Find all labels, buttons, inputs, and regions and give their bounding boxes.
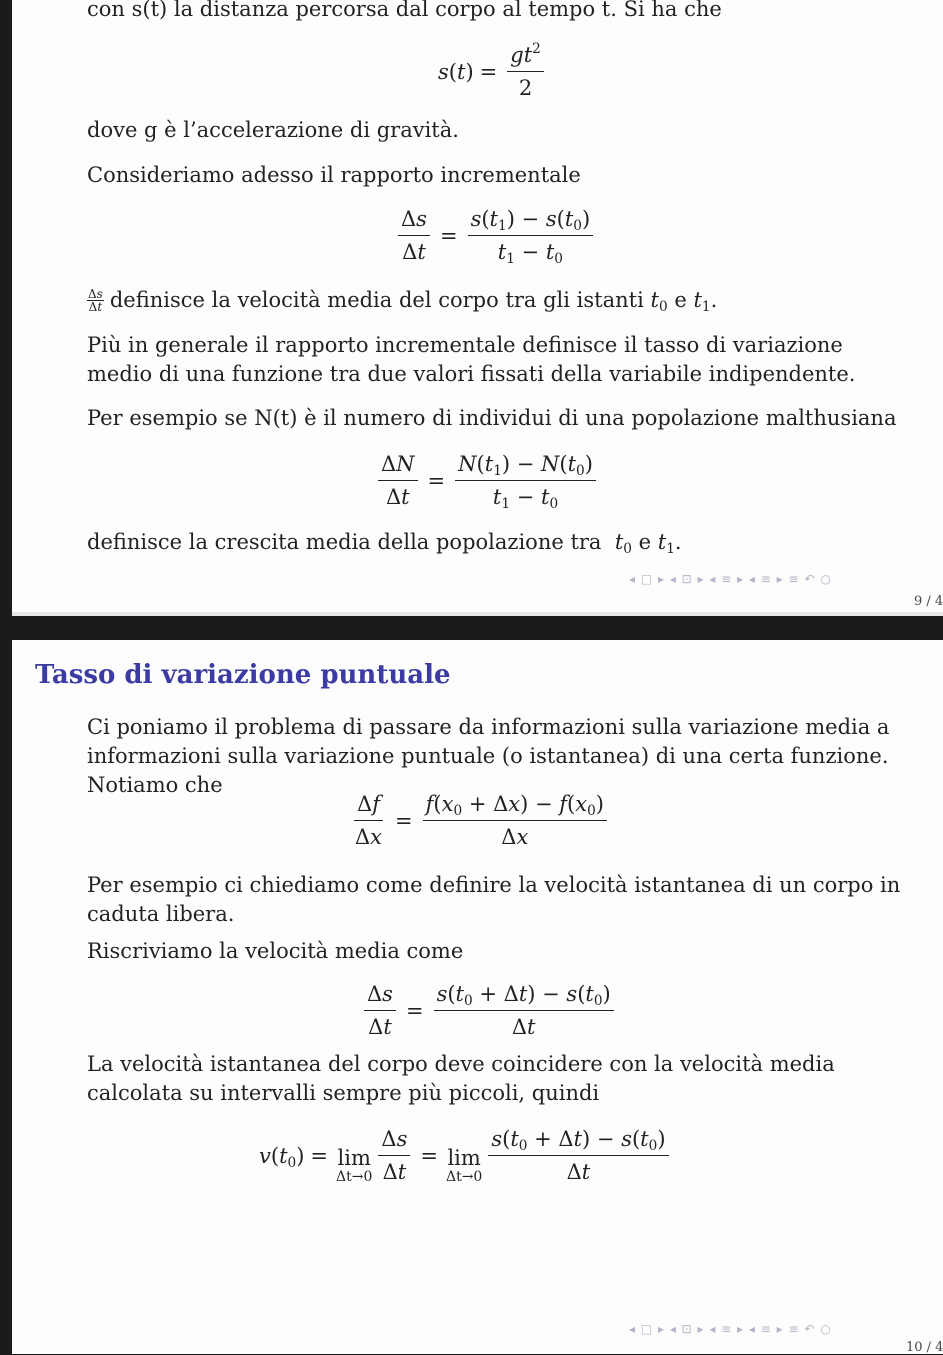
malthusian-example-text: Per esempio se N(t) è il numero di individui di una popolazione malthusiana xyxy=(87,406,897,430)
lim-word: lim xyxy=(447,1145,481,1170)
slide-title: Tasso di variazione puntuale xyxy=(35,660,451,690)
problem-statement: Ci poniamo il problema di passare da informazioni sulla variazione media a informazioni sulla variazione puntuale (o istantanea) di una certa funzione. xyxy=(87,715,890,768)
slide-9 xyxy=(12,0,943,612)
page-number: 10 / 4 xyxy=(906,1340,943,1355)
intro-line: con s(t) la distanza percorsa dal corpo al tempo t. Si ha che xyxy=(87,0,722,21)
conjunction: e xyxy=(638,530,652,554)
equation-free-fall: s(t) = $\frac{gt^2}{2}$ xyxy=(438,42,548,101)
general-rate-text: Più in generale il rapporto incrementale definisce il tasso di variazione medio di una funzione tra due valori fissati della variabile indipendente. xyxy=(87,333,856,386)
rewrite-velocity-text: Riscriviamo la velocità media come xyxy=(87,939,464,963)
population-growth-line: definisce la crescita media della popolazione tra $t_0$ e $t_1$. xyxy=(87,530,682,557)
instantaneous-velocity-text: La velocità istantanea del corpo deve coincidere con la velocità media calcolata su intervalli sempre più piccoli, quindi xyxy=(87,1052,835,1105)
population-growth-text: definisce la crescita media della popolazione tra xyxy=(87,530,602,554)
equation-incremental-ratio: $\frac{\Delta s}{\Delta t}$ = $\frac{s(t_1) - s(t_0)}{t_1 - t_0}$ xyxy=(394,206,597,265)
equation-instantaneous-velocity: $v(t_0)$ = lim Δt→0 $\frac{\Delta s}{\Delta t}$ = lim Δt→0 $\frac{s(t_0 + \Delta t) - s(t_0)}{\Delta t}$ xyxy=(259,1126,673,1185)
lim-word: lim xyxy=(337,1145,371,1170)
notiamo-che-text: Notiamo che xyxy=(87,773,223,797)
page-number: 9 / 4 xyxy=(914,594,943,609)
incremental-ratio-intro: Consideriamo adesso il rapporto incrementale xyxy=(87,163,581,187)
average-velocity-line: $\frac{\Delta s}{\Delta t}$ definisce la velocità media del corpo tra gli istanti $t_0$ e $t_1$. xyxy=(88,287,718,315)
limit-operator xyxy=(446,1147,482,1185)
slide-10 xyxy=(12,640,943,1354)
equation-population-ratio: $\frac{\Delta N}{\Delta t}$ = $\frac{N(t_1) - N(t_0)}{t_1 - t_0}$ xyxy=(374,451,600,510)
lim-subscript: Δt→0 xyxy=(445,1168,483,1185)
equation-average-velocity: $\frac{\Delta s}{\Delta t}$ = $\frac{s(t_0 + \Delta t) - s(t_0)}{\Delta t}$ xyxy=(360,981,618,1040)
gravity-note: dove g è l’accelerazione di gravità. xyxy=(87,118,459,142)
average-velocity-text: definisce la velocità media del corpo tra gli istanti xyxy=(109,288,644,312)
slide-divider xyxy=(12,612,943,616)
beamer-navigation-bar[interactable]: ◂ □ ▸ ◂ ⊡ ▸ ◂ ≡ ▸ ◂ ≡ ▸ ≡ ↶ ○ xyxy=(629,572,832,586)
free-fall-question: Per esempio ci chiediamo come definire la velocità istantanea di un corpo in caduta libera. xyxy=(87,873,901,926)
limit-operator xyxy=(336,1147,372,1185)
conjunction: e xyxy=(674,288,687,312)
beamer-navigation-bar[interactable]: ◂ □ ▸ ◂ ⊡ ▸ ◂ ≡ ▸ ◂ ≡ ▸ ≡ ↶ ○ xyxy=(629,1322,832,1336)
equation-difference-quotient: $\frac{\Delta f}{\Delta x}$ = $\frac{f(x_0 + \Delta x) - f(x_0)}{\Delta x}$ xyxy=(348,791,611,850)
lim-subscript: Δt→0 xyxy=(336,1168,373,1185)
